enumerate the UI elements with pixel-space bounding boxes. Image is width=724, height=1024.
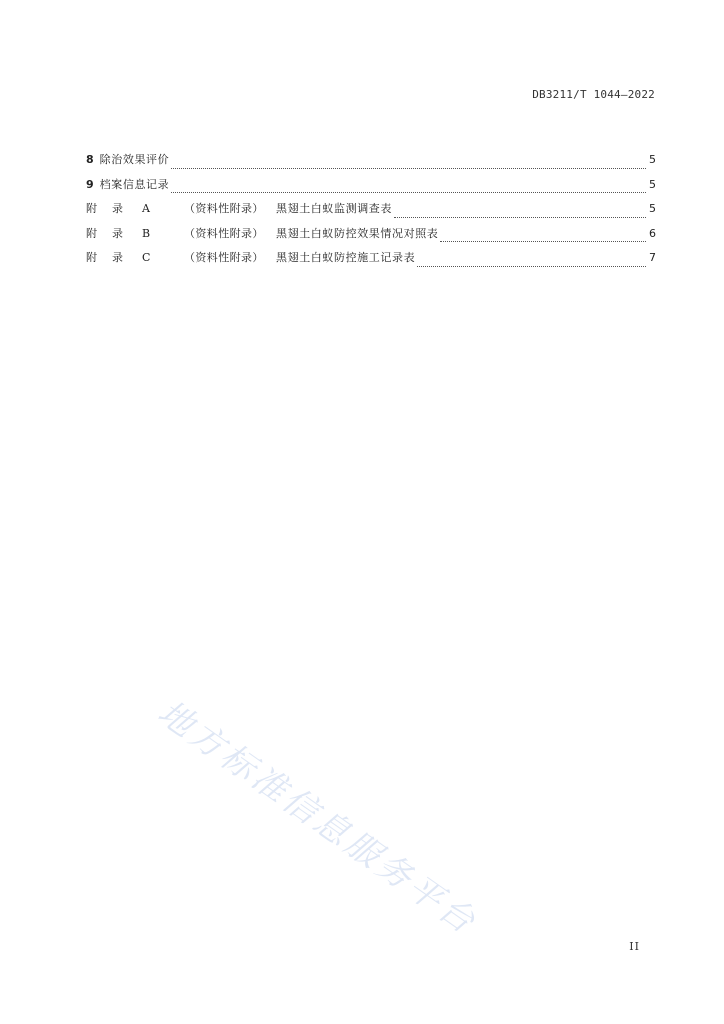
appendix-word-fu: 附 xyxy=(86,202,97,215)
appendix-type: （资料性附录） xyxy=(184,202,264,215)
appendix-type: （资料性附录） xyxy=(184,226,264,240)
page-number: II xyxy=(629,940,640,953)
appendix-title: 黑翅土白蚁防控施工记录表 xyxy=(276,251,416,264)
toc-entry-title: 除治效果评价 xyxy=(99,153,170,166)
appendix-page: 5 xyxy=(649,202,656,215)
appendix-word-fu: 附 xyxy=(86,226,97,240)
toc-entry-title: 档案信息记录 xyxy=(99,177,170,191)
toc-appendix-c[interactable] xyxy=(86,250,656,275)
watermark: 地方标准信息服务平台 xyxy=(150,692,485,944)
toc-entry-page: 5 xyxy=(649,153,656,166)
appendix-page: 7 xyxy=(649,251,656,264)
appendix-type: （资料性附录） xyxy=(184,251,264,264)
toc-entry-number: 8 xyxy=(86,153,94,166)
appendix-letter: C xyxy=(142,251,151,264)
toc-entry-9[interactable] xyxy=(86,177,656,202)
appendix-word-lu: 录 xyxy=(112,202,123,215)
toc-dot-leader xyxy=(394,216,646,218)
appendix-label xyxy=(86,250,276,266)
appendix-title: 黑翅土白蚁防控效果情况对照表 xyxy=(276,226,439,240)
appendix-letter: A xyxy=(142,202,150,215)
appendix-word-lu: 录 xyxy=(112,226,123,240)
appendix-word-lu: 录 xyxy=(112,251,123,264)
toc-appendix-b[interactable] xyxy=(86,226,656,251)
toc-entry-number: 9 xyxy=(86,177,94,191)
document-code: DB3211/T 1044—2022 xyxy=(532,88,655,101)
toc-entry-8[interactable] xyxy=(86,152,656,177)
toc-entry-page: 5 xyxy=(649,177,656,191)
appendix-label xyxy=(86,226,276,242)
toc-dot-leader xyxy=(171,167,646,169)
toc-appendix-a[interactable] xyxy=(86,201,656,226)
toc-dot-leader xyxy=(417,265,646,267)
appendix-title: 黑翅土白蚁监测调查表 xyxy=(276,202,392,215)
appendix-letter: B xyxy=(142,226,151,240)
toc-dot-leader xyxy=(171,191,646,193)
table-of-contents xyxy=(86,152,656,275)
appendix-word-fu: 附 xyxy=(86,251,97,264)
appendix-label xyxy=(86,201,276,217)
appendix-page: 6 xyxy=(649,226,656,240)
toc-dot-leader xyxy=(440,240,646,242)
